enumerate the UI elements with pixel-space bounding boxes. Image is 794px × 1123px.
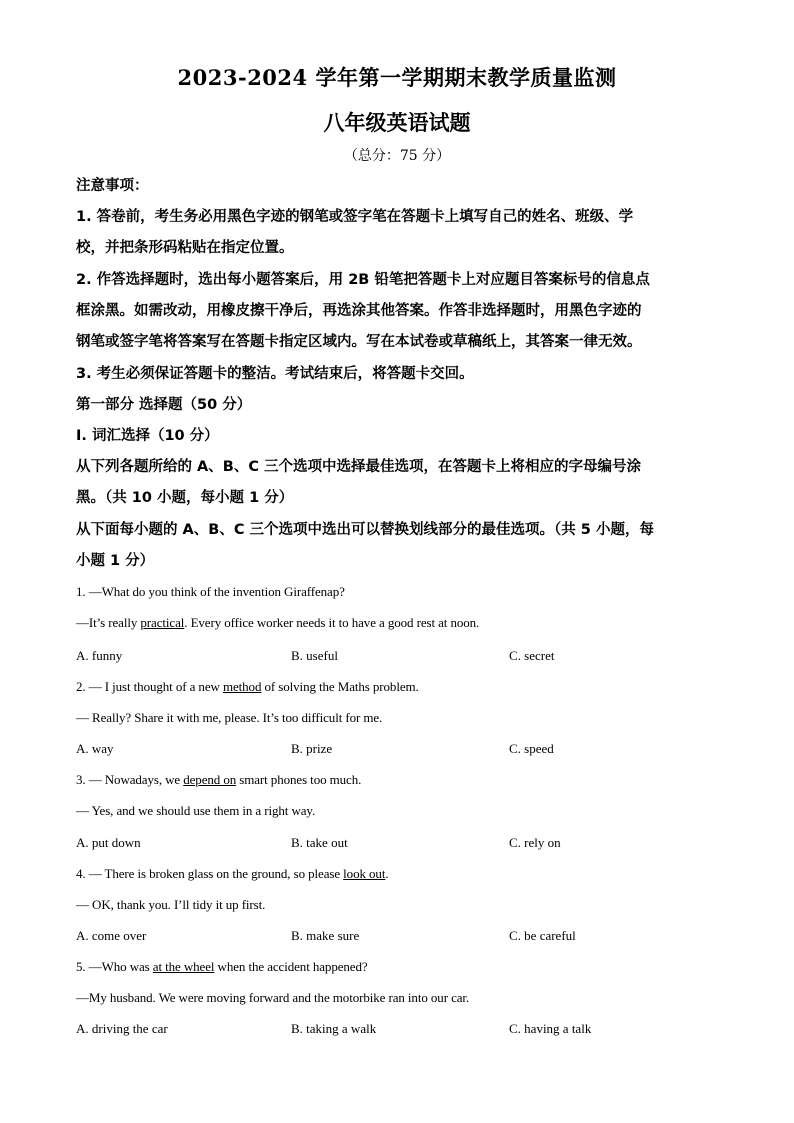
question-3-prompt: 3. — Nowadays, we depend on smart phones too much. bbox=[76, 772, 362, 787]
exam-subtitle: 八年级英语试题 bbox=[323, 110, 471, 135]
question-1-option-c: C. secret bbox=[509, 648, 555, 663]
exam-title: 2023-2024 学年第一学期期末教学质量监测 bbox=[177, 65, 617, 90]
underlined-word: at the wheel bbox=[152, 959, 215, 974]
question-1-option-a: A. funny bbox=[76, 648, 123, 663]
question-3-option-a: A. put down bbox=[76, 835, 141, 850]
total-score: （总分：75 分） bbox=[343, 148, 451, 164]
note-1-line-1: 1. 答卷前，考生务必用黑色字迹的钢笔或签字笔在答题卡上填写自己的姓名、班级、学 bbox=[76, 209, 634, 225]
instruction-1-line-1: 从下列各题所给的 A、B、C 三个选项中选择最佳选项，在答题卡上将相应的字母编号涂 bbox=[76, 459, 642, 475]
instruction-2-line-1: 从下面每小题的 A、B、C 三个选项中选出可以替换划线部分的最佳选项。（共 5 小题，每 bbox=[76, 522, 654, 538]
question-1-prompt: 1. —What do you think of the invention Giraffenap? bbox=[76, 584, 345, 599]
note-1-line-2: 校，并把条形码粘贴在指定位置。 bbox=[76, 240, 294, 256]
question-3-option-b: B. take out bbox=[291, 835, 348, 850]
question-1-option-b: B. useful bbox=[291, 648, 338, 663]
question-5-option-a: A. driving the car bbox=[76, 1021, 168, 1036]
question-2-option-a: A. way bbox=[76, 741, 114, 756]
question-4-reply: — OK, thank you. I’ll tidy it up first. bbox=[76, 897, 266, 912]
instruction-1-line-2: 黑。（共 10 小题，每小题 1 分） bbox=[76, 490, 294, 506]
question-2-option-b: B. prize bbox=[291, 741, 333, 756]
question-5-prompt: 5. —Who was at the wheel when the accident happened? bbox=[76, 959, 368, 974]
notes-heading: 注意事项： bbox=[76, 178, 149, 194]
note-2-line-3: 钢笔或签字笔将答案写在答题卡指定区域内。写在本试卷或草稿纸上，其答案一律无效。 bbox=[76, 334, 642, 350]
question-5-option-b: B. taking a walk bbox=[291, 1021, 377, 1036]
question-3-reply: — Yes, and we should use them in a right way. bbox=[76, 803, 316, 818]
question-4-option-b: B. make sure bbox=[291, 928, 360, 943]
question-1-reply: —It’s really practical. Every office worker needs it to have a good rest at noon. bbox=[76, 615, 480, 630]
part-one-heading: 第一部分 选择题（50 分） bbox=[76, 397, 252, 413]
underlined-word: depend on bbox=[183, 772, 237, 787]
question-2-prompt: 2. — I just thought of a new method of solving the Maths problem. bbox=[76, 679, 419, 694]
question-3-option-c: C. rely on bbox=[509, 835, 561, 850]
question-4-prompt: 4. — There is broken glass on the ground, so please look out. bbox=[76, 866, 389, 881]
note-2-line-1: 2. 作答选择题时，选出每小题答案后，用 2B 铅笔把答题卡上对应题目答案标号的信息点 bbox=[76, 272, 650, 288]
question-5-option-c: C. having a talk bbox=[509, 1021, 592, 1036]
vocab-heading: I. 词汇选择（10 分） bbox=[76, 428, 219, 444]
question-2-option-c: C. speed bbox=[509, 741, 554, 756]
question-2-reply: — Really? Share it with me, please. It’s too difficult for me. bbox=[76, 710, 383, 725]
note-3: 3. 考生必须保证答题卡的整洁。考试结束后，将答题卡交回。 bbox=[76, 366, 474, 382]
underlined-word: look out bbox=[343, 866, 386, 881]
question-5-reply: —My husband. We were moving forward and the motorbike ran into our car. bbox=[76, 990, 470, 1005]
question-4-option-a: A. come over bbox=[76, 928, 147, 943]
question-4-option-c: C. be careful bbox=[509, 928, 576, 943]
underlined-word: practical bbox=[140, 615, 185, 630]
note-2-line-2: 框涂黑。如需改动，用橡皮擦干净后，再选涂其他答案。作答非选择题时，用黑色字迹的 bbox=[76, 303, 642, 319]
underlined-word: method bbox=[222, 679, 262, 694]
instruction-2-line-2: 小题 1 分） bbox=[76, 553, 155, 569]
